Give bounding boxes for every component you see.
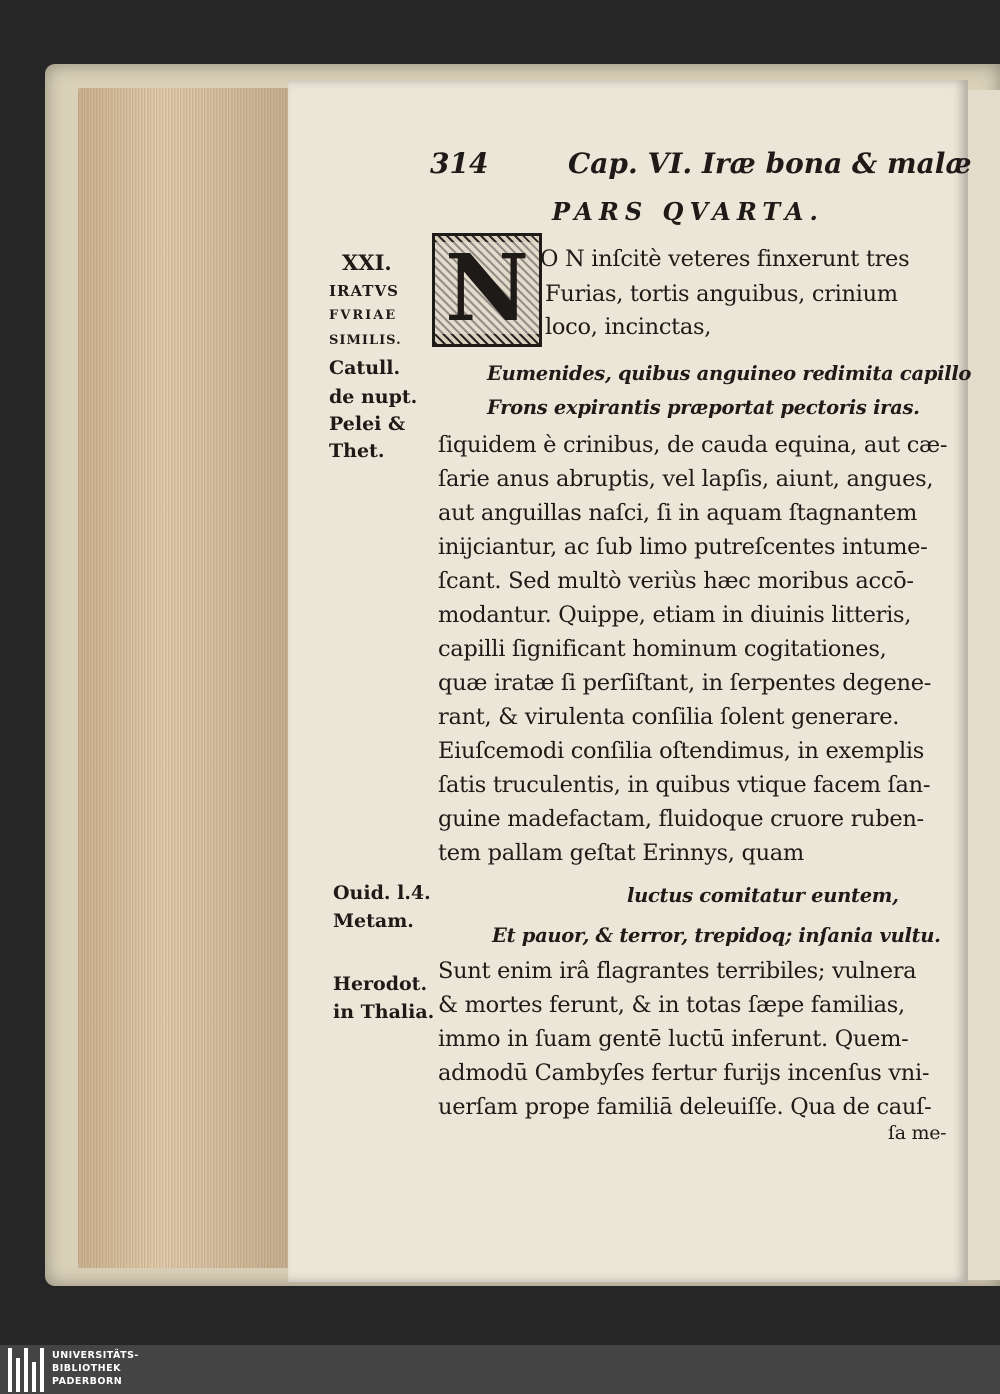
margin-note: Herodot.	[333, 973, 428, 995]
text-line: quæ iratæ ſi perſiſtant, in ſerpentes degene-	[438, 670, 932, 696]
text-line: tem pallam geſtat Erinnys, quam	[438, 840, 804, 866]
margin-note: Ouid. l.4.	[333, 882, 431, 904]
library-name: UNIVERSITÄTS- BIBLIOTHEK PADERBORN	[52, 1350, 139, 1387]
section-title: PARS QVARTA.	[552, 197, 824, 226]
verse-line: Et pauor, & terror, trepidoq; inſania vultu.	[492, 924, 941, 947]
verse-line: luctus comitatur euntem,	[627, 884, 899, 907]
text-line: admodū Cambyſes fertur furijs incenſus vni-	[438, 1060, 930, 1086]
text-line: uerſam prope familiā deleuiſſe. Qua de cauſ-	[438, 1094, 932, 1120]
text-line: ſcant. Sed multò veriùs hæc moribus accō-	[438, 568, 914, 594]
text-line: ſatis truculentis, in quibus vtique facem ſan-	[438, 772, 931, 798]
margin-note: SIMILIS.	[329, 333, 402, 348]
margin-note: Pelei &	[329, 413, 406, 435]
text-line: ſiquidem è crinibus, de cauda equina, aut cæ-	[438, 432, 948, 458]
decorated-initial: N	[432, 233, 542, 347]
margin-note: XXI.	[342, 250, 392, 275]
margin-note: Catull.	[329, 357, 401, 379]
page-number: 314	[430, 147, 489, 180]
library-logo-icon	[6, 1348, 46, 1392]
margin-note: IRATVS	[329, 282, 399, 300]
margin-note: de nupt.	[329, 386, 418, 408]
page-edges	[78, 88, 288, 1268]
text-line: loco, incinctas,	[545, 314, 712, 340]
library-footer	[0, 1345, 1000, 1394]
margin-note: in Thalia.	[333, 1001, 435, 1023]
margin-note: FVRIAE	[329, 308, 398, 323]
text-line: Furias, tortis anguibus, crinium	[545, 281, 898, 307]
catchword: ſa me-	[888, 1122, 947, 1144]
verse-line: Frons expirantis præportat pectoris iras.	[487, 396, 920, 419]
text-line: immo in ſuam gentē luctū inferunt. Quem-	[438, 1026, 909, 1052]
text-line: aut anguillas naſci, ſi in aquam ſtagnantem	[438, 500, 918, 526]
text-line: rant, & virulenta conſilia ſolent generare.	[438, 704, 900, 730]
text-line: guine madefactam, fluidoque cruore ruben-	[438, 806, 924, 832]
margin-note: Metam.	[333, 910, 414, 932]
running-title: Cap. VI. Iræ bona & malæ	[568, 147, 972, 180]
text-line: capilli ſignificant hominum cogitationes,	[438, 636, 887, 662]
text-line: O N inſcitè veteres finxerunt tres	[540, 246, 910, 272]
margin-note: Thet.	[329, 440, 385, 462]
text-line: Sunt enim irâ flagrantes terribiles; vulnera	[438, 958, 917, 984]
verse-line: Eumenides, quibus anguineo redimita capillo	[487, 362, 972, 385]
text-line: ſarie anus abruptis, vel lapſis, aiunt, angues,	[438, 466, 934, 492]
text-line: inijciantur, ac ſub limo putreſcentes intume-	[438, 534, 928, 560]
text-line: Eiuſcemodi conſilia oſtendimus, in exemplis	[438, 738, 925, 764]
text-line: modantur. Quippe, etiam in diuinis litteris,	[438, 602, 912, 628]
text-line: & mortes ferunt, & in totas ſæpe familias,	[438, 992, 905, 1018]
